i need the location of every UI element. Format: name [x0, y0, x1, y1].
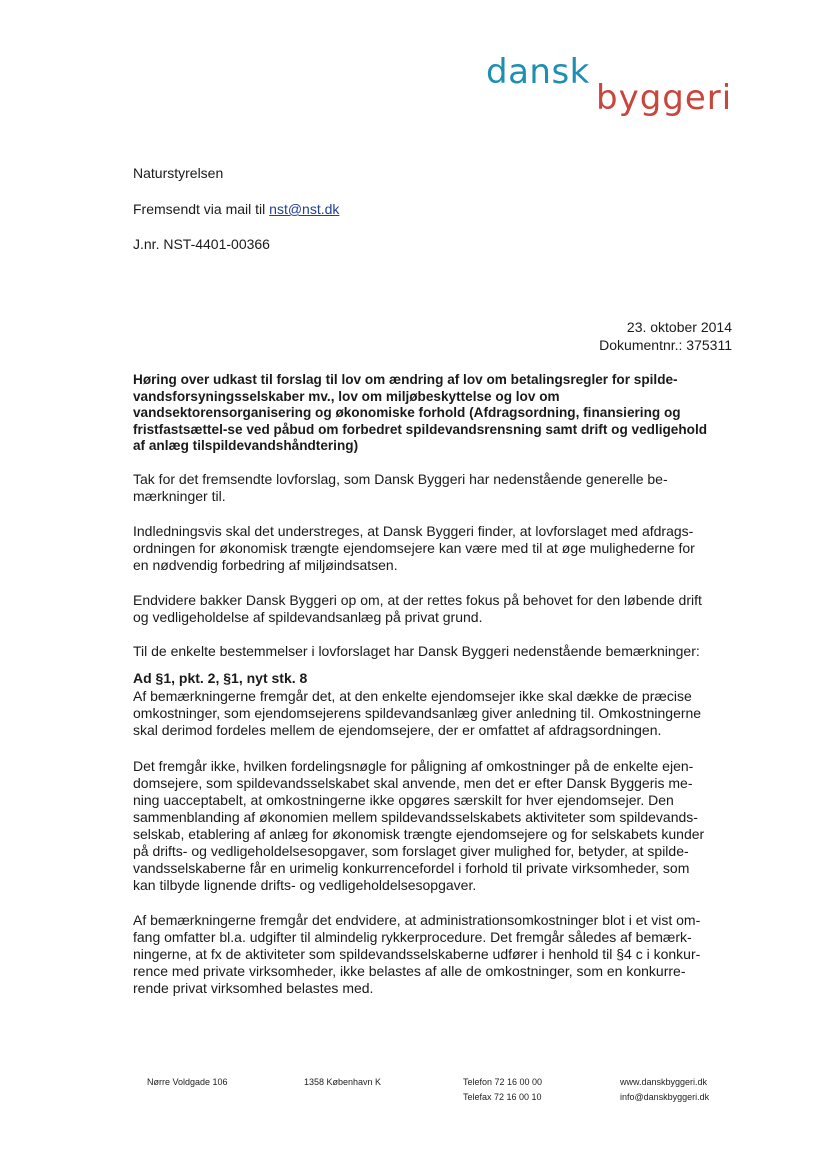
footer-website[interactable]: www.danskbyggeri.dk	[620, 1077, 708, 1087]
text-line: Høring over udkast til forslag til lov om ændring af lov om betalingsregler for spilde-	[133, 372, 678, 387]
letter-title	[133, 372, 713, 455]
text-line: rence med private virksomheder, ikke belastes af alle de omkostninger, som en konkurre-	[133, 963, 686, 979]
section-heading: Ad §1, pkt. 2, §1, nyt stk. 8	[133, 670, 308, 686]
text-line: på drifts- og vedligeholdelsesopgaver, som forslaget giver mulighed for, betyder, at spilde-	[133, 843, 689, 859]
body-paragraph	[133, 523, 733, 574]
text-line: sammenblanding af økonomien mellem spildevandsselskabets aktiviteter som spildevands-	[133, 809, 698, 825]
section-paragraph	[133, 688, 733, 739]
text-line: se ved påbud om forbedret spildevandsrensning samt drift og vedligehold af anlæg til	[133, 421, 708, 453]
text-line: Tak for det fremsendte lovforslag, som Dansk Byggeri har nedenstående generelle be-	[133, 471, 668, 487]
footer-phone	[463, 1075, 542, 1105]
logo-word-dansk: dansk	[486, 52, 590, 92]
text-line: en nødvendig forbedring af miljøindsatsen.	[133, 557, 398, 573]
body-paragraph	[133, 643, 733, 660]
text-line: Af bemærkningerne fremgår det endvidere, at administrationsomkostninger blot i et vist om-	[133, 912, 701, 928]
company-logo	[486, 52, 736, 124]
text-line: vandsforsyningsselskaber mv., lov om miljøbeskyttelse og lov om vandsektorens	[133, 388, 560, 420]
body-paragraph	[133, 471, 733, 505]
text-line: Indledningsvis skal det understreges, at Dansk Byggeri finder, at lovforslaget med afdrags-	[133, 523, 694, 539]
letter-date: 23. oktober 2014	[626, 319, 732, 335]
text-line: kan tilbyde lignende drifts- og vedligeholdelsesopgaver.	[133, 877, 477, 893]
footer-phone-number: Telefon 72 16 00 00	[463, 1077, 543, 1087]
recipient-name: Naturstyrelsen	[133, 165, 224, 181]
recipient-email-link[interactable]: nst@nst.dk	[269, 201, 340, 217]
text-line: Af bemærkningerne fremgår det, at den enkelte ejendomsejer ikke skal dække de præcise	[133, 688, 692, 704]
text-line: mærkninger til.	[133, 488, 226, 504]
text-line: ningerne, at fx de aktiviteter som spildevandsselskaberne udfører i henhold til §4 c i konkur-	[133, 946, 701, 962]
text-line: spildevandshåndtering)	[204, 438, 359, 453]
sent-via-line	[133, 200, 339, 218]
text-line: skal derimod fordeles mellem de ejendomsejere, der er omfattet af afdragsordningen.	[133, 722, 662, 738]
text-line: Det fremgår ikke, hvilken fordelingsnøgle for påligning af omkostninger på de enkelte ejen-	[133, 758, 694, 774]
document-number: Dokumentnr.: 375311	[599, 336, 732, 353]
footer-fax-number: Telefax 72 16 00 10	[463, 1092, 542, 1102]
text-line: Endvidere bakker Dansk Byggeri op om, at der rettes fokus på behovet for den løbende drift	[133, 592, 702, 608]
footer-city: 1358 København K	[304, 1077, 382, 1087]
text-line: domsejere, som spildevandsselskabet skal anvende, men det er efter Dansk Byggeris me-	[133, 775, 693, 791]
sent-via-prefix: Fremsendt via mail til	[133, 201, 270, 217]
text-line: selskab, etablering af anlæg for økonomisk trængte ejendomsejere og for selskabets kunder	[133, 826, 705, 842]
footer-contact	[620, 1075, 709, 1105]
logo-word-byggeri: byggeri	[596, 78, 733, 118]
body-paragraph	[133, 592, 733, 626]
journal-number: J.nr. NST-4401-00366	[133, 236, 270, 252]
text-line: organisering og økonomiske forhold (Afdragsordning, finansiering og fristfastsættel-	[133, 405, 681, 437]
text-line: vandsselskaberne får en urimelig konkurrencefordel i forhold til private virksomheder, som	[133, 860, 690, 876]
text-line: Til de enkelte bestemmelser i lovforslaget har Dansk Byggeri nedenstående bemærkninger:	[133, 643, 700, 659]
footer-street: Nørre Voldgade 106	[147, 1077, 228, 1087]
text-line: fang omfatter bl.a. udgifter til almindelig rykkerprocedure. Det fremgår således af bemærk-	[133, 929, 692, 945]
section-paragraph	[133, 758, 733, 894]
text-line: ning uacceptabelt, at omkostningerne ikke opgøres særskilt for hver ejendomsejer. Den	[133, 792, 674, 808]
footer-email[interactable]: info@danskbyggeri.dk	[620, 1092, 710, 1102]
text-line: ordningen for økonomisk trængte ejendomsejere kan være med til at øge mulighederne for	[133, 540, 695, 556]
text-line: og vedligeholdelse af spildevandsanlæg på privat grund.	[133, 609, 483, 625]
section-paragraph	[133, 912, 733, 997]
date-block	[599, 319, 732, 354]
text-line: rende privat virksomhed belastes med.	[133, 980, 374, 996]
text-line: omkostninger, som ejendomsejerens spildevandsanlæg giver anledning til. Omkostningerne	[133, 705, 702, 721]
